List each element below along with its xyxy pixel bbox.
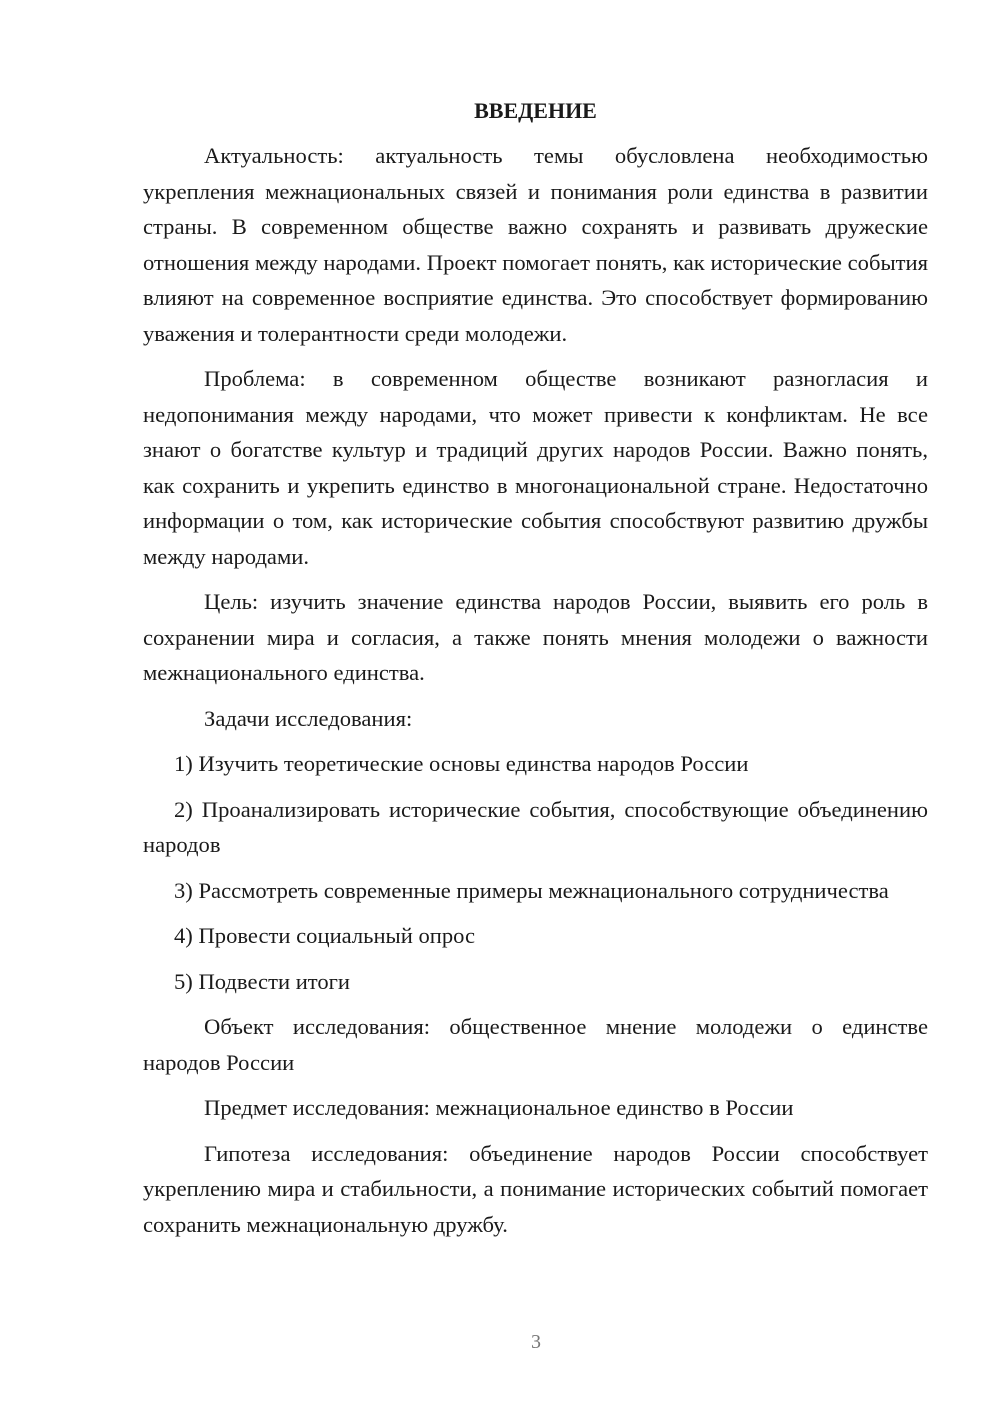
paragraph-problem: Проблема: в современном обществе возникают разногласия и недопонимания между народами, что может привести к конфликтам. Не все знают о богатстве культур и традиций других народов России. Важно понять, как сохранить и укрепить единство в многонациональной стране. Недостаточно информации о том, как исторические события способствуют развитию дружбы между народами. bbox=[143, 366, 928, 569]
task-item-5: 5) Подвести итоги bbox=[174, 968, 351, 994]
paragraph-relevance: Актуальность: актуальность темы обусловлена необходимостью укрепления межнациональных связей и понимания роли единства в развитии страны. В современном обществе важно сохранять и развивать дружеские отношения между народами. Проект помогает понять, как исторические события влияют на современное восприятие единства. Это способствует формированию уважения и толерантности среди молодежи. bbox=[143, 143, 928, 346]
page-title: ВВЕДЕНИЕ bbox=[474, 98, 597, 123]
paragraph-tasks-heading: Задачи исследования: bbox=[204, 705, 413, 731]
paragraph-object: Объект исследования: общественное мнение молодежи о единстве народов России bbox=[143, 1014, 928, 1075]
task-item-3: 3) Рассмотреть современные примеры межнационального сотрудничества bbox=[174, 877, 889, 903]
document-page bbox=[143, 93, 928, 1252]
page-number: 3 bbox=[531, 1331, 541, 1353]
paragraph-goal: Цель: изучить значение единства народов России, выявить его роль в сохранении мира и согласия, а также понять мнения молодежи о важности межнационального единства. bbox=[143, 589, 928, 685]
task-item-2: 2) Проанализировать исторические события, способствующие объединению народов bbox=[143, 796, 928, 857]
task-item-4: 4) Провести социальный опрос bbox=[174, 923, 476, 948]
paragraph-subject: Предмет исследования: межнациональное единство в России bbox=[204, 1095, 794, 1120]
paragraph-hypothesis: Гипотеза исследования: объединение народов России способствует укреплению мира и стабильности, а понимание исторических событий помогает сохранить межнациональную дружбу. bbox=[143, 1140, 928, 1237]
task-item-1: 1) Изучить теоретические основы единства народов России bbox=[174, 751, 749, 776]
